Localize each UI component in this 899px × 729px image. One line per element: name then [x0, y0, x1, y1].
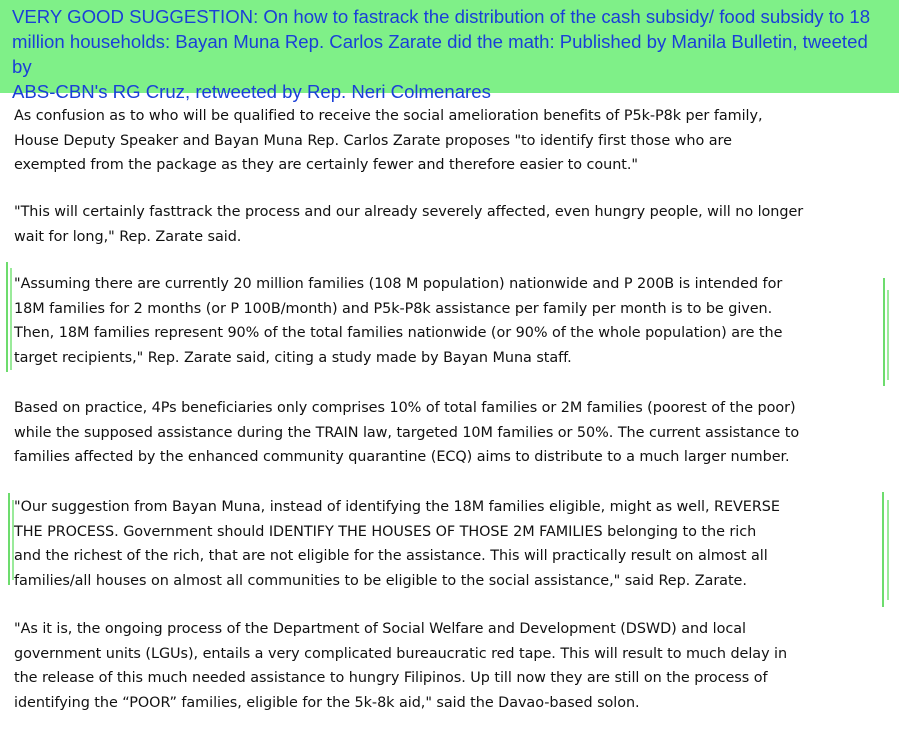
highlight-mark	[10, 268, 12, 370]
text-line: Based on practice, 4Ps beneficiaries only comprises 10% of total families or 2M families (poorest of the poor)	[14, 400, 796, 416]
headline-line: million households: Bayan Muna Rep. Carlos Zarate did the math: Published by Manila Bulletin, tweeted by	[12, 31, 868, 77]
text-line: while the supposed assistance during the TRAIN law, targeted 10M families or 50%. The current assistance to	[14, 424, 800, 441]
text-line: families affected by the enhanced community quarantine (ECQ) aims to distribute to a much larger number.	[14, 449, 790, 465]
text-line: exempted from the package as they are certainly fewer and therefore easier to count."	[14, 157, 638, 173]
text-line: THE PROCESS. Government should IDENTIFY THE HOUSES OF THOSE 2M FAMILIES belonging to the rich	[14, 523, 757, 540]
highlight-mark	[6, 262, 8, 372]
headline	[12, 4, 889, 104]
text-line: 18M families for 2 months (or P 100B/month) and P5k-P8k assistance per family per month is to be given.	[14, 300, 773, 317]
text-line: "As it is, the ongoing process of the Department of Social Welfare and Development (DSWD) and local	[14, 621, 746, 637]
highlight-mark	[883, 278, 885, 386]
highlight-mark	[887, 500, 889, 600]
paragraph-assumptions-quote	[14, 272, 782, 370]
text-line: "This will certainly fasttrack the process and our already severely affected, even hungry people, will no longer	[14, 204, 804, 220]
headline-banner	[0, 0, 899, 102]
text-line: the release of this much needed assistance to hungry Filipinos. Up till now they are still on the process of	[14, 670, 768, 686]
text-line: "Our suggestion from Bayan Muna, instead of identifying the 18M families eligible, might as well, REVERSE	[14, 499, 780, 515]
text-line: House Deputy Speaker and Bayan Muna Rep. Carlos Zarate proposes "to identify first those who are	[14, 132, 732, 149]
highlight-mark	[882, 492, 884, 607]
headline-line: VERY GOOD SUGGESTION: On how to fastrack the distribution of the cash subsidy/ food subsidy to 18	[12, 6, 871, 27]
paragraph-practice	[14, 396, 799, 470]
text-line: and the richest of the rich, that are not eligible for the assistance. This will practically result on almost all	[14, 548, 768, 564]
text-line: "Assuming there are currently 20 million families (108 M population) nationwide and P 200B is intended for	[14, 276, 783, 292]
text-line: As confusion as to who will be qualified to receive the social amelioration benefits of P5k-P8k per family,	[14, 108, 763, 124]
paragraph-suggestion-quote	[14, 495, 780, 593]
highlight-mark	[8, 493, 10, 585]
text-line: families/all houses on almost all communities to be eligible to the social assistance," said Rep. Zarate.	[14, 572, 747, 589]
text-line: Then, 18M families represent 90% of the total families nationwide (or 90% of the whole population) are the	[14, 325, 783, 341]
highlight-mark	[887, 290, 889, 380]
paragraph-fasttrack-quote	[14, 200, 803, 249]
text-line: wait for long," Rep. Zarate said.	[14, 228, 242, 245]
text-line: identifying the “POOR” families, eligible for the 5k-8k aid," said the Davao-based solon.	[14, 694, 640, 711]
paragraph-dswd-quote	[14, 617, 787, 715]
headline-line: ABS-CBN's RG Cruz, retweeted by Rep. Neri Colmenares	[12, 81, 491, 102]
text-line: target recipients," Rep. Zarate said, citing a study made by Bayan Muna staff.	[14, 349, 572, 366]
text-line: government units (LGUs), entails a very complicated bureaucratic red tape. This will result to much delay in	[14, 645, 788, 662]
paragraph-intro	[14, 104, 762, 178]
